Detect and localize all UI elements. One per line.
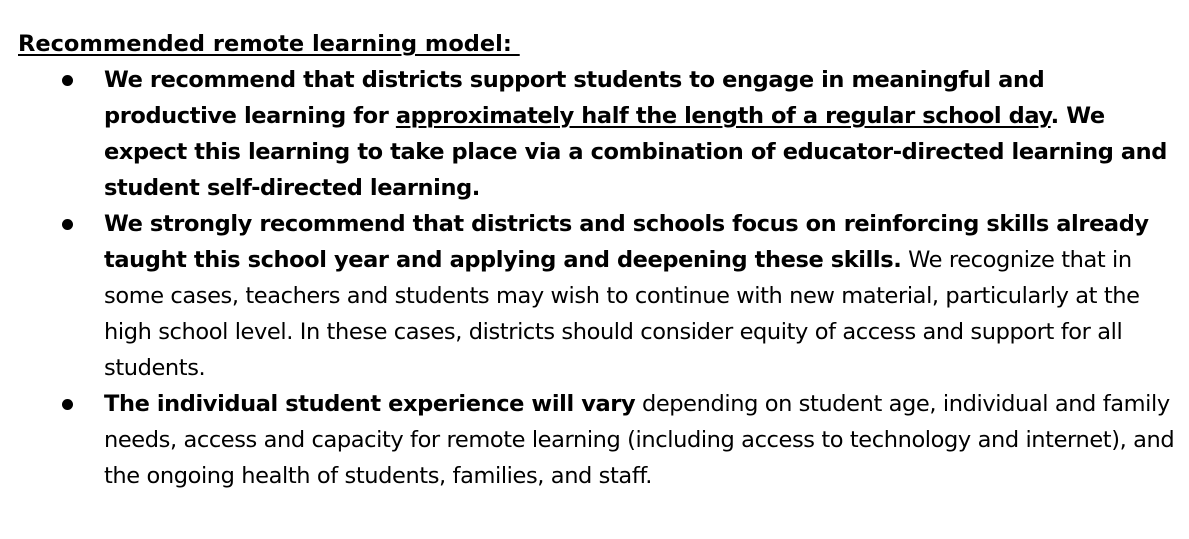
bullet-icon [62, 399, 73, 410]
section-heading: Recommended remote learning model: [18, 31, 520, 57]
bullet-2-bold: We strongly recommend that districts and schools focus on reinforcing skills already taught this school year and applying and deepening these skills. [104, 211, 1149, 273]
bullet-3-text: depending on student age, individual and family needs, access and capacity for remote learning (including access to technology and internet), and the ongoing health of students, families, and staff. [104, 391, 1175, 489]
bullet-icon [62, 75, 73, 86]
list-item [18, 62, 1178, 206]
bullet-3-bold: The individual student experience will vary [104, 391, 636, 417]
list-item [18, 206, 1178, 386]
document [18, 26, 1178, 494]
bullet-icon [62, 219, 73, 230]
bullet-1-lead: We recommend that districts support students to engage in meaningful and productive learning for [104, 67, 1045, 129]
bullet-2-text: We recognize that in some cases, teachers and students may wish to continue with new material, particularly at the high school level. In these cases, districts should consider equity of access and support for all students. [104, 247, 1140, 381]
bullet-1-underlined-phrase: approximately half the length of a regular school day [395, 103, 1051, 129]
list-item [18, 386, 1178, 494]
bullet-1-rest: . We expect this learning to take place via a combination of educator-directed learning and student self-directed learning. [104, 103, 1167, 201]
recommendation-list [18, 62, 1178, 494]
